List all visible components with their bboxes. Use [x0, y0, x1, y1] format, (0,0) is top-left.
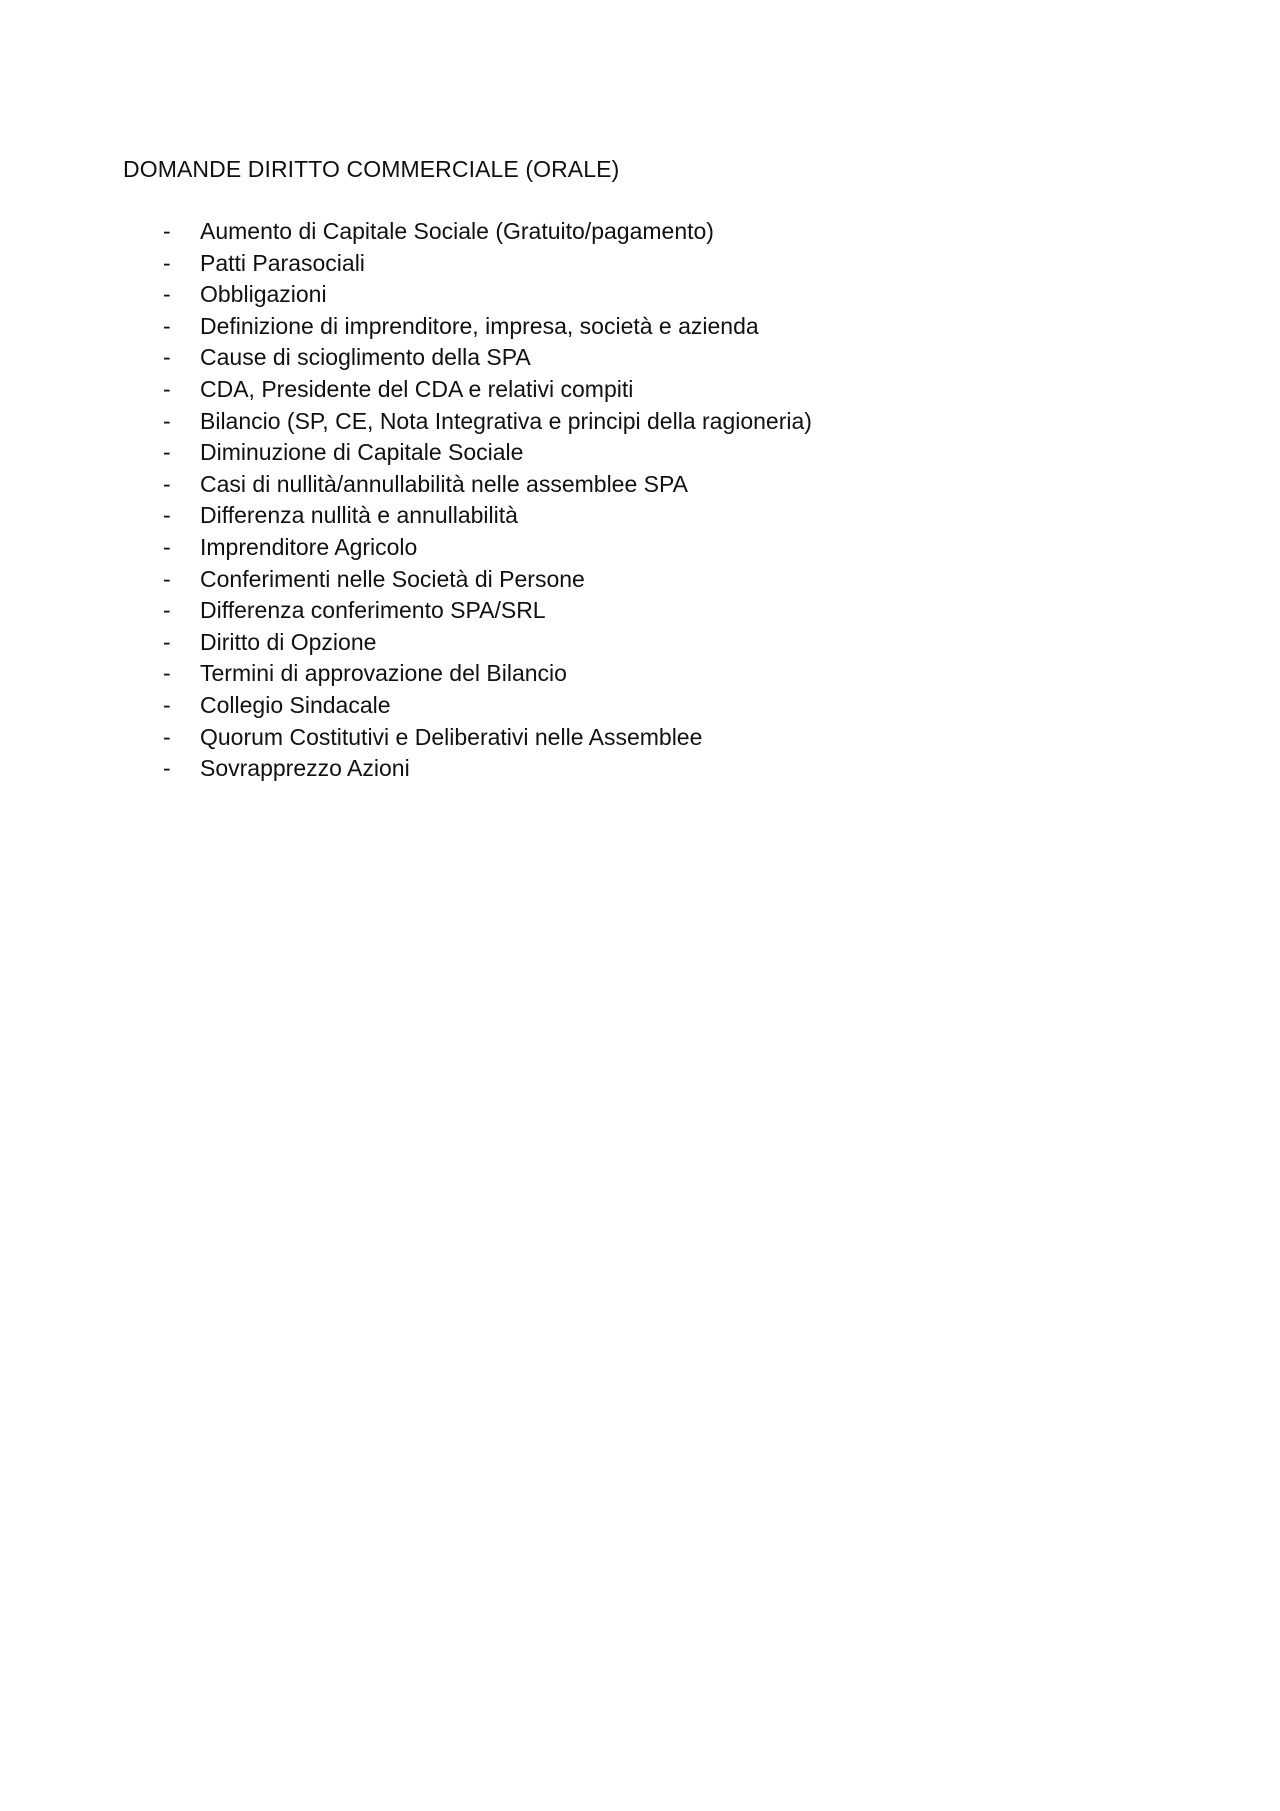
list-bullet: - [163, 755, 171, 782]
list-bullet: - [163, 660, 171, 687]
list-bullet: - [163, 407, 171, 434]
list-bullet: - [163, 565, 171, 592]
list-bullet: - [163, 344, 171, 371]
list-bullet: - [163, 691, 171, 718]
question-text: CDA, Presidente del CDA e relativi compiti [200, 375, 634, 402]
question-text: Patti Parasociali [200, 249, 365, 276]
question-text: Definizione di imprenditore, impresa, società e azienda [200, 312, 759, 339]
question-text: Differenza conferimento SPA/SRL [200, 597, 546, 624]
question-text: Cause di scioglimento della SPA [200, 344, 531, 371]
question-text: Conferimenti nelle Società di Persone [200, 565, 585, 592]
list-bullet: - [163, 218, 171, 244]
question-text: Aumento di Capitale Sociale (Gratuito/pagamento) [200, 218, 714, 244]
question-text: Casi di nullità/annullabilità nelle assemblee SPA [200, 470, 688, 497]
question-text: Collegio Sindacale [200, 691, 391, 718]
list-bullet: - [163, 597, 171, 624]
list-bullet: - [163, 312, 171, 339]
question-text: Sovrapprezzo Azioni [200, 755, 410, 782]
list-bullet: - [163, 533, 171, 560]
question-text: Differenza nullità e annullabilità [200, 502, 518, 529]
list-bullet: - [163, 439, 171, 466]
list-bullet: - [163, 375, 171, 402]
question-text: Termini di approvazione del Bilancio [200, 660, 567, 687]
list-bullet: - [163, 281, 171, 308]
list-bullet: - [163, 502, 171, 529]
list-bullet: - [163, 628, 171, 655]
question-text: Obbligazioni [200, 281, 327, 308]
question-text: Imprenditore Agricolo [200, 533, 418, 560]
question-text: Bilancio (SP, CE, Nota Integrativa e principi della ragioneria) [200, 407, 812, 434]
question-text: Diritto di Opzione [200, 628, 377, 655]
question-text: Quorum Costitutivi e Deliberativi nelle Assemblee [200, 723, 703, 750]
question-text: Diminuzione di Capitale Sociale [200, 439, 524, 466]
list-bullet: - [163, 249, 171, 276]
list-bullet: - [163, 723, 171, 750]
document-title: DOMANDE DIRITTO COMMERCIALE (ORALE) [123, 156, 620, 182]
list-bullet: - [163, 470, 171, 497]
